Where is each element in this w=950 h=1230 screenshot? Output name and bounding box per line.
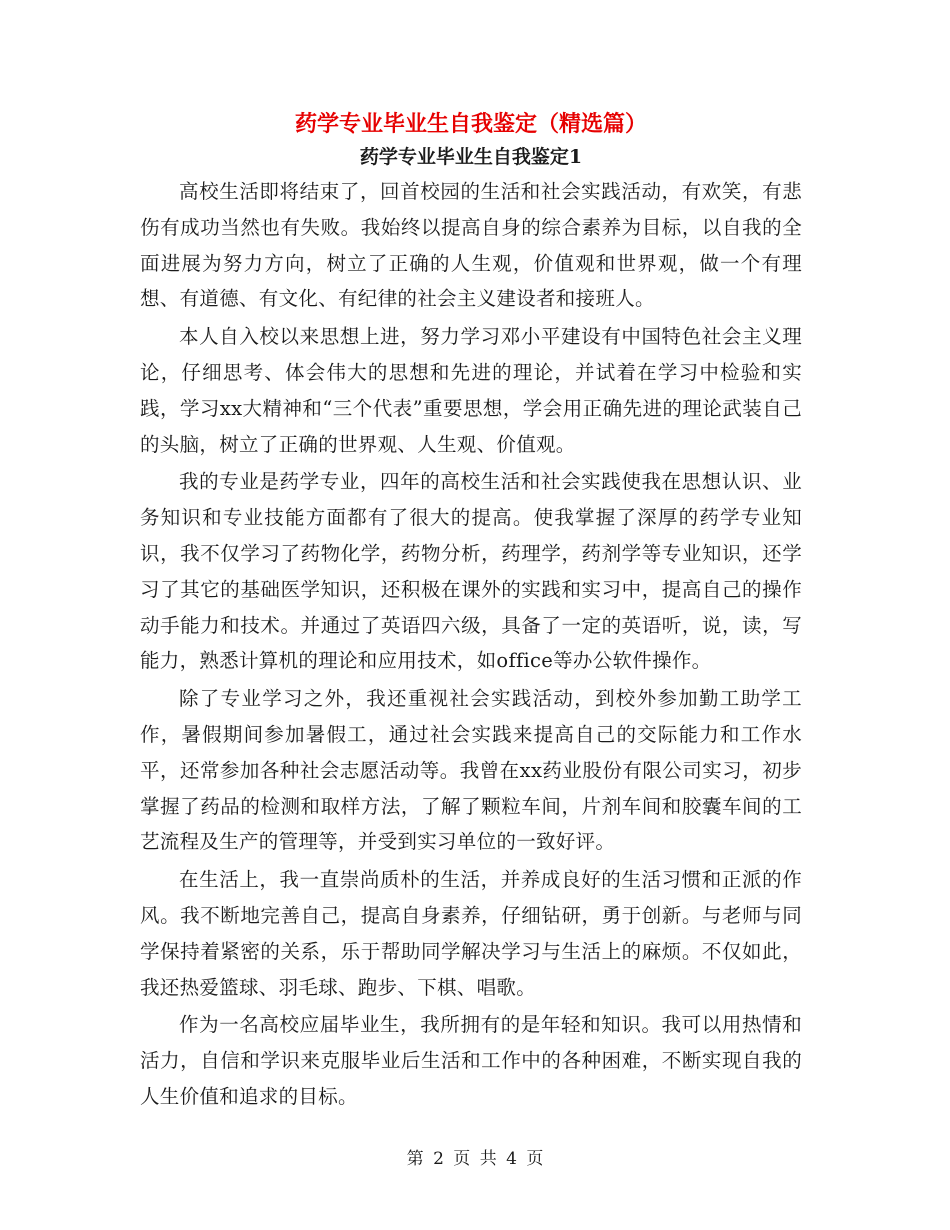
paragraph-1: 高校生活即将结束了，回首校园的生活和社会实践活动，有欢笑，有悲伤有成功当然也有失败。我始终以提高自身的综合素养为目标，以自我的全面进展为努力方向，树立了正确的人生观，价值观和世界观，做一个有理想、有道德、有文化、有纪律的社会主义建设者和接班人。	[140, 180, 802, 311]
paragraph-5: 在生活上，我一直崇尚质朴的生活，并养成良好的生活习惯和正派的作风。我不断地完善自己，提高自身素养，仔细钻研，勇于创新。与老师与同学保持着紧密的关系，乐于帮助同学解决学习与生活上的麻烦。不仅如此，我还热爱篮球、羽毛球、跑步、下棋、唱歌。	[140, 868, 802, 999]
document-subtitle: 药学专业毕业生自我鉴定1	[359, 146, 583, 168]
paragraph-4: 除了专业学习之外，我还重视社会实践活动，到校外参加勤工助学工作，暑假期间参加暑假工，通过社会实践来提高自己的交际能力和工作水平，还常参加各种社会志愿活动等。我曾在xx药业股份有限公司实习，初步掌握了药品的检测和取样方法，了解了颗粒车间，片剂车间和胶囊车间的工艺流程及生产的管理等，并受到实习单位的一致好评。	[140, 687, 802, 854]
document-title: 药学专业毕业生自我鉴定（精选篇）	[294, 111, 647, 137]
paragraph-3: 我的专业是药学专业，四年的高校生活和社会实践使我在思想认识、业务知识和专业技能方面都有了很大的提高。使我掌握了深厚的药学专业知识，我不仅学习了药物化学，药物分析，药理学，药剂学等专业知识，还学习了其它的基础医学知识，还积极在课外的实践和实习中，提高自己的操作动手能力和技术。并通过了英语四六级，具备了一定的英语听，说，读，写能力，熟悉计算机的理论和应用技术，如office等办公软件操作。	[140, 470, 802, 673]
page-number-indicator: 第 2 页 共 4 页	[406, 1149, 544, 1169]
document-page	[140, 108, 802, 1117]
paragraph-2: 本人自入校以来思想上进，努力学习邓小平建设有中国特色社会主义理论，仔细思考、体会伟大的思想和先进的理论，并试着在学习中检验和实践，学习xx大精神和“三个代表”重要思想，学会用正确先进的理论武装自己的头脑，树立了正确的世界观、人生观、价值观。	[140, 325, 802, 456]
paragraph-6: 作为一名高校应届毕业生，我所拥有的是年轻和知识。我可以用热情和活力，自信和学识来克服毕业后生活和工作中的各种困难，不断实现自我的人生价值和追求的目标。	[140, 1013, 802, 1108]
page-footer	[0, 1147, 950, 1171]
